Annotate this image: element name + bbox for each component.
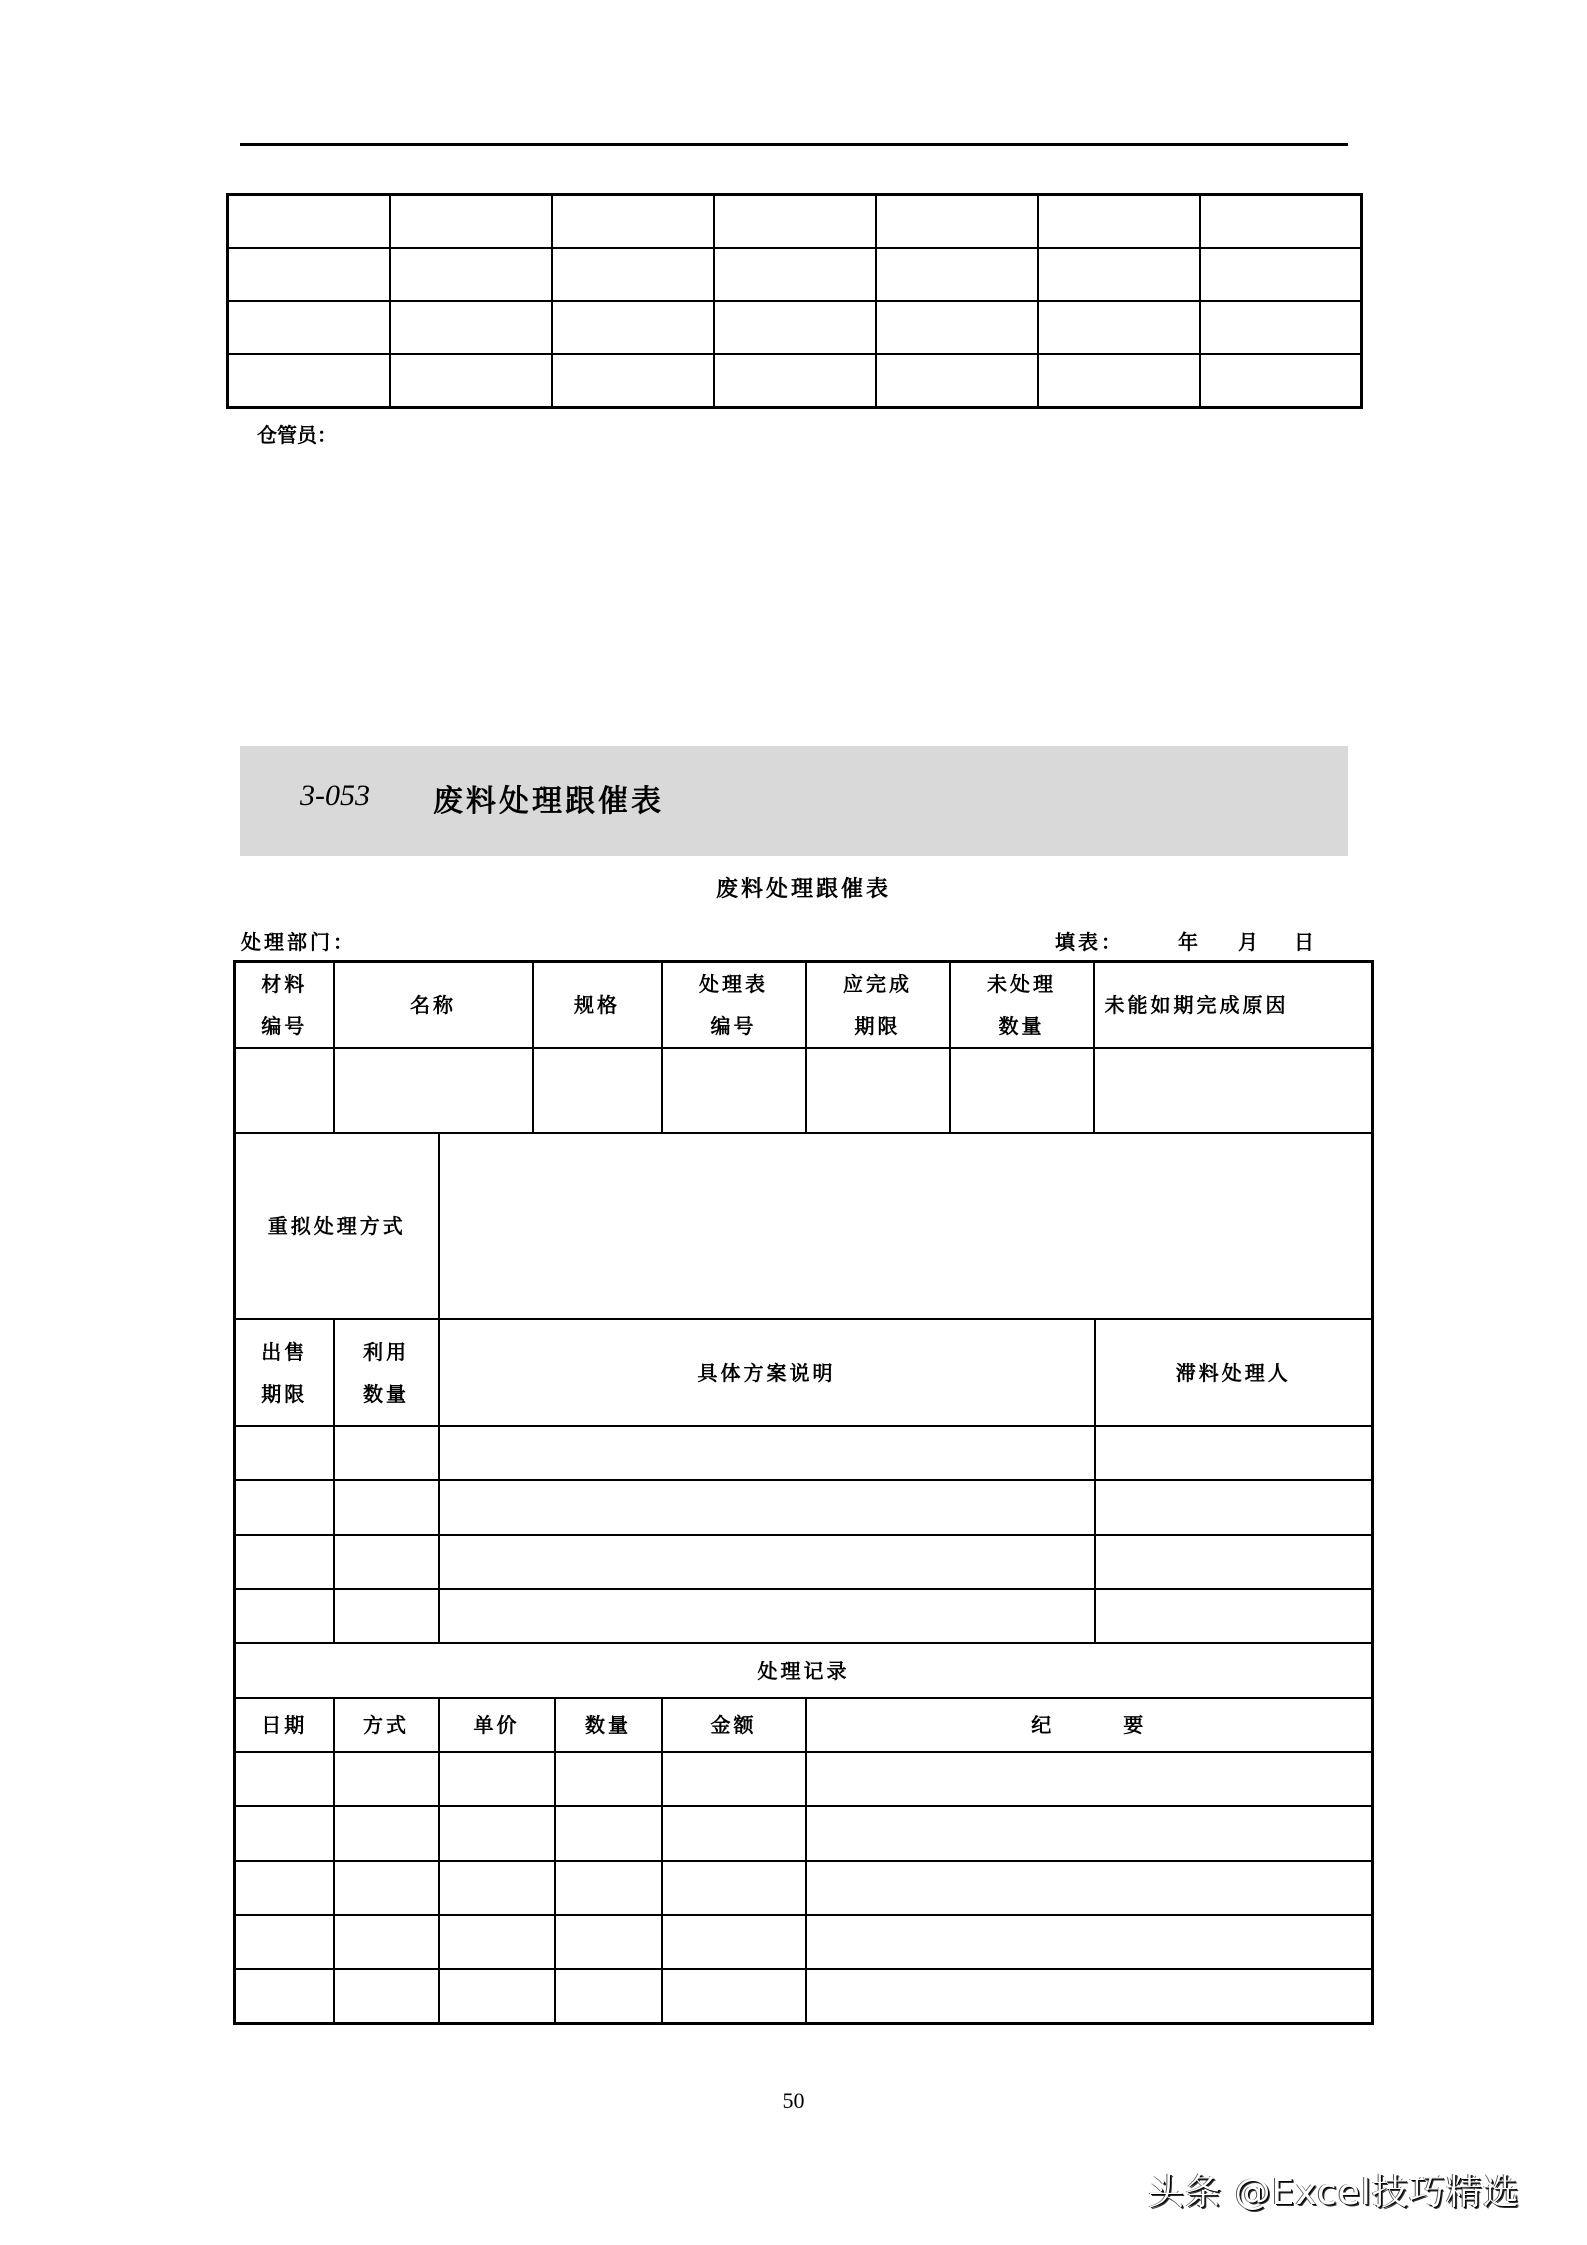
table-cell[interactable] <box>390 301 552 354</box>
table-cell[interactable] <box>714 354 876 408</box>
header-material-no: 材料 编号 <box>235 962 334 1049</box>
table-cell[interactable] <box>806 1752 1373 1806</box>
day-label: 日 <box>1294 930 1314 954</box>
table-cell[interactable] <box>806 1969 1373 2023</box>
table-cell[interactable] <box>1095 1535 1373 1589</box>
table-cell[interactable] <box>334 1426 439 1480</box>
inventory-table-continued <box>226 193 1363 409</box>
table-cell[interactable] <box>555 1752 662 1806</box>
table-cell[interactable] <box>806 1915 1373 1969</box>
header-handler: 滞料处理人 <box>1095 1319 1373 1426</box>
header-rule <box>240 143 1348 146</box>
table-cell[interactable] <box>390 354 552 408</box>
table-cell[interactable] <box>552 354 714 408</box>
table-cell[interactable] <box>714 301 876 354</box>
table-cell[interactable] <box>235 1480 334 1535</box>
table-cell[interactable] <box>662 1752 806 1806</box>
header-quantity: 数量 <box>555 1698 662 1752</box>
header-plan-detail: 具体方案说明 <box>439 1319 1095 1426</box>
header-summary: 纪 要 <box>806 1698 1373 1752</box>
table-cell[interactable] <box>555 1806 662 1861</box>
table-cell[interactable] <box>334 1806 439 1861</box>
section-header <box>240 746 1348 856</box>
table-cell[interactable] <box>235 1861 334 1915</box>
table-cell[interactable] <box>1038 354 1200 408</box>
table-cell[interactable] <box>714 195 876 249</box>
table-cell[interactable] <box>228 195 390 249</box>
table-cell[interactable] <box>439 1535 1095 1589</box>
table-row <box>235 1426 1373 1480</box>
table-cell[interactable] <box>235 1915 334 1969</box>
table-cell[interactable] <box>334 1535 439 1589</box>
table-cell[interactable] <box>235 1589 334 1643</box>
table-cell[interactable] <box>876 301 1038 354</box>
table-cell[interactable] <box>439 1589 1095 1643</box>
waste-tracking-form <box>233 960 1374 2025</box>
replan-cell[interactable] <box>439 1133 1373 1319</box>
table-cell[interactable] <box>235 1969 334 2023</box>
table-cell[interactable] <box>228 301 390 354</box>
table-cell[interactable] <box>714 248 876 301</box>
table-cell[interactable] <box>439 1480 1095 1535</box>
section-number: 3-053 <box>300 779 370 812</box>
table-cell[interactable] <box>662 1969 806 2023</box>
table-cell[interactable] <box>439 1915 555 1969</box>
table-cell[interactable] <box>1200 195 1362 249</box>
table-cell[interactable] <box>439 1426 1095 1480</box>
section-title: 废料处理跟催表 <box>433 784 664 819</box>
table-cell[interactable] <box>235 1535 334 1589</box>
header-method: 方式 <box>334 1698 439 1752</box>
table-cell[interactable] <box>552 195 714 249</box>
table-cell[interactable] <box>806 1806 1373 1861</box>
table-cell[interactable] <box>1095 1589 1373 1643</box>
table-cell[interactable] <box>1200 248 1362 301</box>
header-date: 日期 <box>235 1698 334 1752</box>
watermark: 头条 @Excel技巧精选 <box>1148 2172 1520 2213</box>
table-cell[interactable] <box>334 1589 439 1643</box>
table-row <box>228 301 1362 354</box>
table-row <box>235 1589 1373 1643</box>
dept-label: 处理部门： <box>241 930 356 954</box>
form-title <box>0 872 1587 903</box>
table-row <box>228 354 1362 408</box>
header-delay-reason: 未能如期完成原因 <box>1094 962 1373 1049</box>
page-number: 50 <box>782 2088 805 2113</box>
table-cell[interactable] <box>555 1915 662 1969</box>
header-form-no: 处理表 编号 <box>662 962 806 1049</box>
replan-row <box>235 1133 1373 1319</box>
table-cell[interactable] <box>439 1969 555 2023</box>
header-use-qty: 利用 数量 <box>334 1319 439 1426</box>
table-cell[interactable] <box>1038 195 1200 249</box>
table-cell[interactable] <box>390 248 552 301</box>
header-unit-price: 单价 <box>439 1698 555 1752</box>
table-cell[interactable] <box>334 1861 439 1915</box>
year-label: 年 <box>1178 930 1198 954</box>
header-row <box>235 962 1373 1049</box>
unprocessed-qty-cell[interactable] <box>950 1048 1094 1133</box>
table-cell[interactable] <box>876 248 1038 301</box>
table-cell[interactable] <box>439 1806 555 1861</box>
table-cell[interactable] <box>662 1915 806 1969</box>
table-cell[interactable] <box>876 354 1038 408</box>
table-cell[interactable] <box>439 1861 555 1915</box>
table-cell[interactable] <box>235 1806 334 1861</box>
material-no-cell[interactable] <box>235 1048 334 1133</box>
deadline-cell[interactable] <box>806 1048 950 1133</box>
table-cell[interactable] <box>235 1426 334 1480</box>
table-cell[interactable] <box>390 195 552 249</box>
plan-header-row <box>235 1319 1373 1426</box>
table-cell[interactable] <box>334 1969 439 2023</box>
table-cell[interactable] <box>235 1752 334 1806</box>
table-row <box>235 1915 1373 1969</box>
month-label: 月 <box>1238 930 1258 954</box>
table-row <box>235 1969 1373 2023</box>
warehouse-keeper-label: 仓管员： <box>257 423 337 447</box>
table-cell[interactable] <box>662 1861 806 1915</box>
table-row <box>235 1752 1373 1806</box>
header-unprocessed-qty: 未处理 数量 <box>950 962 1094 1049</box>
table-cell[interactable] <box>552 301 714 354</box>
table-cell[interactable] <box>1200 354 1362 408</box>
header-spec: 规格 <box>533 962 662 1049</box>
table-cell[interactable] <box>555 1861 662 1915</box>
table-cell[interactable] <box>334 1752 439 1806</box>
table-cell[interactable] <box>555 1969 662 2023</box>
table-cell[interactable] <box>662 1806 806 1861</box>
table-cell[interactable] <box>334 1480 439 1535</box>
table-cell[interactable] <box>334 1915 439 1969</box>
table-row <box>235 1806 1373 1861</box>
table-row <box>228 248 1362 301</box>
table-cell[interactable] <box>1038 301 1200 354</box>
header-amount: 金额 <box>662 1698 806 1752</box>
table-row <box>235 1535 1373 1589</box>
table-cell[interactable] <box>439 1752 555 1806</box>
table-cell[interactable] <box>228 354 390 408</box>
replan-label: 重拟处理方式 <box>235 1133 439 1319</box>
table-cell[interactable] <box>1038 248 1200 301</box>
name-cell[interactable] <box>334 1048 533 1133</box>
table-cell[interactable] <box>228 248 390 301</box>
table-cell[interactable] <box>552 248 714 301</box>
spec-cell[interactable] <box>533 1048 662 1133</box>
header-name: 名称 <box>334 962 533 1049</box>
table-cell[interactable] <box>1095 1480 1373 1535</box>
table-row <box>235 1048 1373 1133</box>
form-title-text: 废料处理跟催表 <box>715 877 891 902</box>
record-label: 处理记录 <box>235 1643 1373 1698</box>
table-cell[interactable] <box>876 195 1038 249</box>
delay-reason-cell[interactable] <box>1094 1048 1373 1133</box>
table-row <box>235 1480 1373 1535</box>
table-cell[interactable] <box>1200 301 1362 354</box>
table-cell[interactable] <box>806 1861 1373 1915</box>
fill-date-label: 填表： <box>1055 930 1124 954</box>
table-row <box>228 195 1362 249</box>
header-sale-deadline: 出售 期限 <box>235 1319 334 1426</box>
form-no-cell[interactable] <box>662 1048 806 1133</box>
header-deadline: 应完成 期限 <box>806 962 950 1049</box>
table-row <box>235 1861 1373 1915</box>
record-header-row <box>235 1698 1373 1752</box>
table-cell[interactable] <box>1095 1426 1373 1480</box>
record-label-row <box>235 1643 1373 1698</box>
